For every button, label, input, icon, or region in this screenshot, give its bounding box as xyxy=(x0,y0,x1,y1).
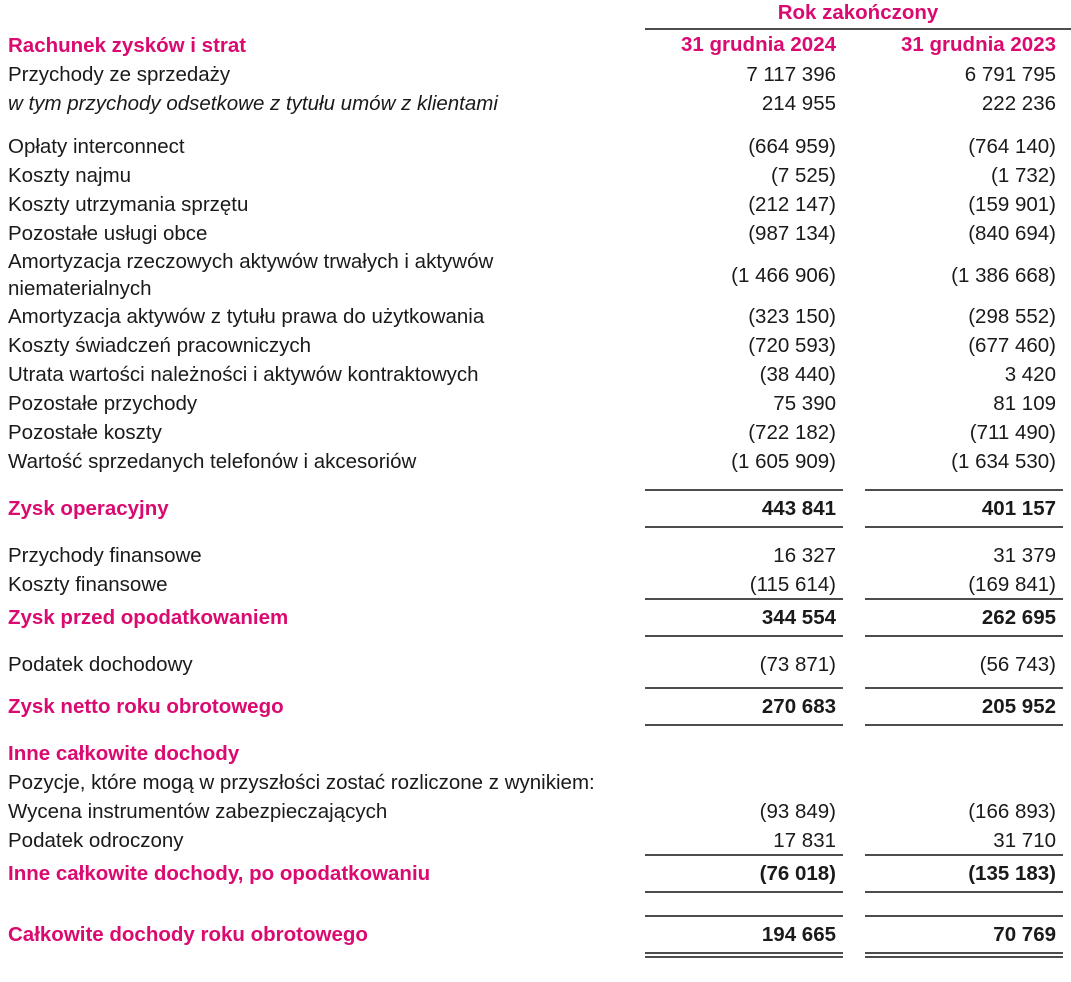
section-subheading-oci: Pozycje, które mogą w przyszłości zostać rozliczone z wynikiem: xyxy=(8,771,595,794)
value-financial-costs-2023: (169 841) xyxy=(968,572,1056,596)
section-spacer xyxy=(0,476,1071,490)
table-row-total xyxy=(0,688,1071,725)
row-label-other-costs: Pozostałe koszty xyxy=(8,421,162,444)
section-spacer xyxy=(0,679,1071,688)
section-spacer xyxy=(0,636,1071,650)
table-row xyxy=(0,360,1071,389)
row-label-employee-benefits: Koszty świadczeń pracowniczych xyxy=(8,334,312,357)
row-label-total-comprehensive: Całkowite dochody roku obrotowego xyxy=(8,923,368,946)
table-row xyxy=(0,447,1071,476)
table-row xyxy=(0,331,1071,360)
value-financial-income-2023: 31 379 xyxy=(993,544,1056,567)
value-depreciation-rou-2024: (323 150) xyxy=(748,305,836,328)
table-row-grand-total xyxy=(0,916,1071,953)
value-depreciation-rou-2023: (298 552) xyxy=(968,305,1056,328)
row-label-rent: Koszty najmu xyxy=(8,164,132,187)
row-label-income-tax: Podatek dochodowy xyxy=(8,653,193,676)
row-label-operating-profit: Zysk operacyjny xyxy=(8,497,169,520)
value-hedging-2024: (93 849) xyxy=(759,800,836,823)
value-income-tax-2023: (56 743) xyxy=(979,653,1056,676)
row-label-hedging: Wycena instrumentów zabezpieczających xyxy=(8,800,388,823)
table-row xyxy=(0,739,1071,768)
table-row xyxy=(0,768,1071,797)
table-row xyxy=(0,190,1071,219)
table-row xyxy=(0,219,1071,248)
row-label-depreciation-rou: Amortyzacja aktywów z tytułu prawa do użytkowania xyxy=(8,305,485,328)
row-label-financial-income: Przychody finansowe xyxy=(8,544,202,567)
table-row xyxy=(0,60,1071,89)
row-label-oci-total: Inne całkowite dochody, po opodatkowaniu xyxy=(8,862,431,885)
value-employee-benefits-2023: (677 460) xyxy=(968,334,1056,357)
section-spacer xyxy=(0,527,1071,541)
header-gap-1 xyxy=(637,30,645,60)
value-employee-benefits-2024: (720 593) xyxy=(748,334,836,357)
value-cogs-phones-2024: (1 605 909) xyxy=(731,450,836,473)
table-row xyxy=(0,389,1071,418)
value-sales-2024: 7 117 396 xyxy=(746,63,836,86)
value-deferred-tax-2023: 31 710 xyxy=(993,828,1056,852)
value-financial-income-2024: 16 327 xyxy=(773,544,836,567)
value-interest-income-2024: 214 955 xyxy=(761,92,836,115)
table-row-total xyxy=(0,855,1071,892)
section-spacer xyxy=(0,725,1071,739)
value-hedging-2023: (166 893) xyxy=(968,800,1056,823)
value-net-profit-2024: 270 683 xyxy=(645,688,843,725)
value-other-income-2023: 81 109 xyxy=(993,392,1056,415)
value-other-costs-2023: (711 490) xyxy=(969,421,1056,444)
value-sales-2023: 6 791 795 xyxy=(964,63,1056,86)
header-group-gap xyxy=(637,0,645,28)
section-spacer xyxy=(0,892,1071,916)
value-cogs-phones-2023: (1 634 530) xyxy=(951,450,1056,473)
row-label-depreciation-ppe: Amortyzacja rzeczowych aktywów trwałych i aktywów niematerialnych xyxy=(8,250,494,300)
header-gap-3 xyxy=(1063,30,1071,60)
value-interconnect-2023: (764 140) xyxy=(968,135,1056,158)
value-income-tax-2024: (73 871) xyxy=(759,653,836,676)
table-row xyxy=(0,418,1071,447)
value-other-services-2023: (840 694) xyxy=(968,222,1056,245)
value-other-services-2024: (987 134) xyxy=(748,222,836,245)
value-total-comprehensive-2023: 70 769 xyxy=(865,916,1063,953)
value-other-costs-2024: (722 182) xyxy=(748,421,836,444)
value-impairment-2023: 3 420 xyxy=(1004,363,1056,386)
value-financial-costs-2024: (115 614) xyxy=(749,572,836,596)
value-operating-profit-2023: 401 157 xyxy=(865,490,1063,527)
row-label-impairment: Utrata wartości należności i aktywów kontraktowych xyxy=(8,363,479,386)
section-spacer xyxy=(0,118,1071,132)
value-rent-2023: (1 732) xyxy=(991,164,1056,187)
row-label-cogs-phones: Wartość sprzedanych telefonów i akcesoriów xyxy=(8,450,417,473)
value-oci-total-2023: (135 183) xyxy=(865,855,1063,892)
table-row xyxy=(0,650,1071,679)
value-total-comprehensive-2024: 194 665 xyxy=(645,916,843,953)
value-depreciation-ppe-2023: (1 386 668) xyxy=(951,263,1056,287)
header-group-label: Rok zakończony xyxy=(777,1,939,24)
row-label-interconnect: Opłaty interconnect xyxy=(8,135,185,158)
value-maintenance-2024: (212 147) xyxy=(748,193,836,216)
value-maintenance-2023: (159 901) xyxy=(968,193,1056,216)
header-group-row xyxy=(0,0,1071,28)
table-row xyxy=(0,797,1071,826)
value-interconnect-2024: (664 959) xyxy=(748,135,836,158)
table-row xyxy=(0,302,1071,331)
header-group-spacer xyxy=(0,0,637,28)
value-deferred-tax-2024: 17 831 xyxy=(773,828,836,852)
value-net-profit-2023: 205 952 xyxy=(865,688,1063,725)
value-operating-profit-2024: 443 841 xyxy=(645,490,843,527)
table-row xyxy=(0,161,1071,190)
value-profit-before-tax-2023: 262 695 xyxy=(865,599,1063,636)
table-row-total xyxy=(0,490,1071,527)
header-gap-2 xyxy=(843,30,865,60)
table-row xyxy=(0,132,1071,161)
row-label-interest-income: w tym przychody odsetkowe z tytułu umów z klientami xyxy=(8,92,498,115)
header-columns-row xyxy=(0,30,1071,60)
column-header-2023: 31 grudnia 2023 xyxy=(901,33,1056,56)
row-label-profit-before-tax: Zysk przed opodatkowaniem xyxy=(8,606,289,629)
row-label-deferred-tax: Podatek odroczony xyxy=(8,829,184,852)
value-oci-total-2024: (76 018) xyxy=(645,855,843,892)
section-heading-oci: Inne całkowite dochody xyxy=(8,742,240,765)
table-row xyxy=(0,826,1071,855)
table-row xyxy=(0,570,1071,599)
statement-title: Rachunek zysków i strat xyxy=(8,33,247,57)
row-label-other-income: Pozostałe przychody xyxy=(8,392,198,415)
column-header-2024: 31 grudnia 2024 xyxy=(681,33,836,56)
row-label-net-profit: Zysk netto roku obrotowego xyxy=(8,695,284,718)
row-label-sales: Przychody ze sprzedaży xyxy=(8,63,231,86)
value-interest-income-2023: 222 236 xyxy=(981,92,1056,115)
table-row xyxy=(0,248,1071,302)
row-label-other-services: Pozostałe usługi obce xyxy=(8,222,208,245)
table-row-total xyxy=(0,599,1071,636)
value-depreciation-ppe-2024: (1 466 906) xyxy=(731,263,836,287)
value-rent-2024: (7 525) xyxy=(771,164,836,187)
table-row xyxy=(0,541,1071,570)
value-impairment-2024: (38 440) xyxy=(759,363,836,386)
table-row xyxy=(0,89,1071,118)
row-label-maintenance: Koszty utrzymania sprzętu xyxy=(8,193,249,216)
row-label-financial-costs: Koszty finansowe xyxy=(8,573,168,596)
value-other-income-2024: 75 390 xyxy=(773,392,836,415)
value-profit-before-tax-2024: 344 554 xyxy=(645,599,843,636)
